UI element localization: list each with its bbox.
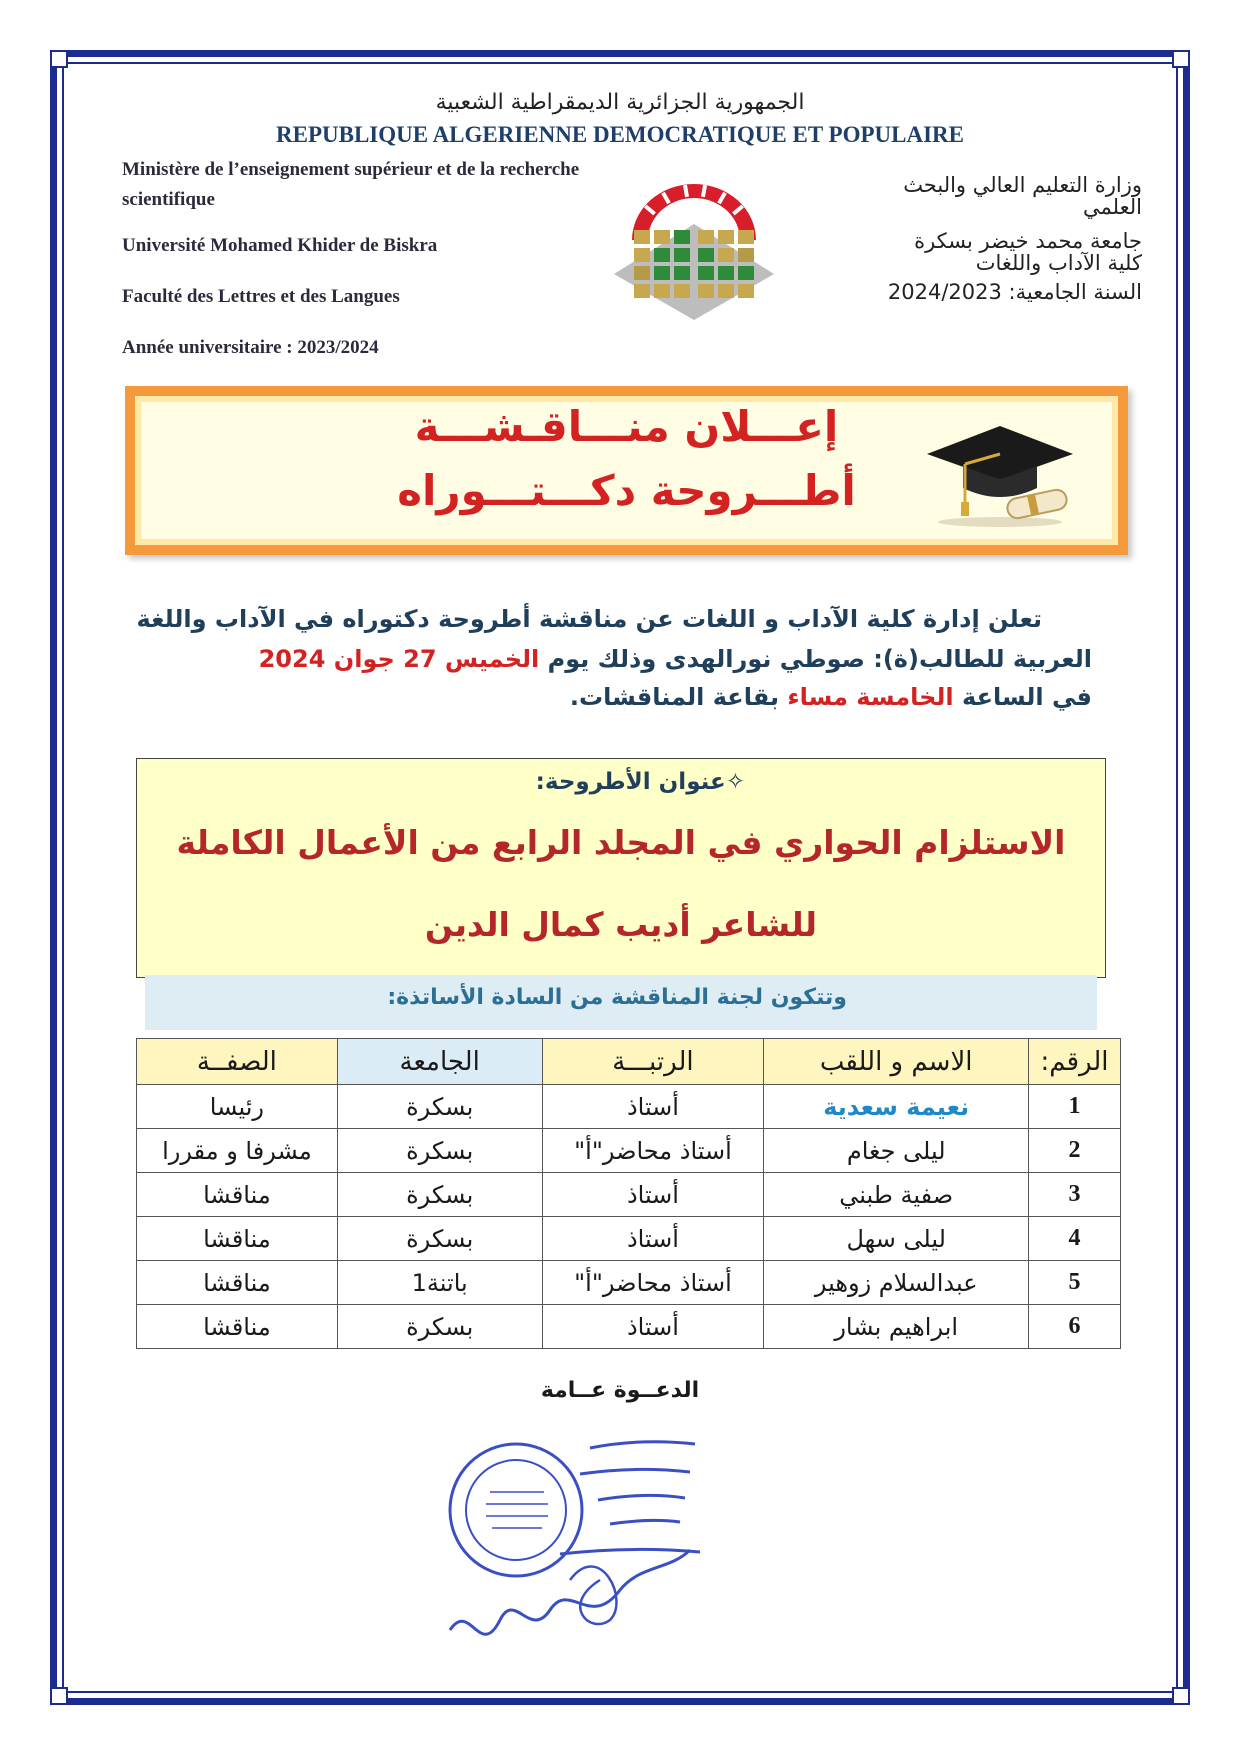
member-rank: أستاذ (542, 1217, 764, 1261)
member-name: ليلى سهل (764, 1217, 1029, 1261)
table-header-row (137, 1039, 1121, 1085)
member-university: بسكرة (337, 1129, 542, 1173)
header-university: الجامعة (337, 1039, 542, 1085)
invitation-text: الدعــوة عــامة (540, 1378, 700, 1403)
frame-corner (50, 1687, 68, 1705)
member-university: باتنة1 (337, 1261, 542, 1305)
header-role: الصفــة (137, 1039, 338, 1085)
header-name: الاسم و اللقب (764, 1039, 1029, 1085)
member-number: 3 (1029, 1173, 1121, 1217)
member-university: بسكرة (337, 1085, 542, 1129)
table-row (137, 1129, 1121, 1173)
member-role: مناقشا (137, 1217, 338, 1261)
table-row (137, 1173, 1121, 1217)
ar-academic-year: السنة الجامعية: 2024/2023 (887, 280, 1142, 304)
member-role: مناقشا (137, 1173, 338, 1217)
ar-faculty: كلية الآداب واللغات (975, 251, 1142, 275)
frame-corner (1172, 1687, 1190, 1705)
member-number: 4 (1029, 1217, 1121, 1261)
member-role: مشرفا و مقررا (137, 1129, 338, 1173)
banner-title-line1: إعـــلان منـــاقـشـــة (414, 402, 839, 451)
announcement-banner (125, 386, 1128, 555)
member-name: ليلى جغام (764, 1129, 1029, 1173)
official-stamp-signature (440, 1430, 780, 1660)
thesis-title-line1: الاستلزام الحواري في المجلد الرابع من الأعمال الكاملة (176, 823, 1066, 862)
member-university: بسكرة (337, 1217, 542, 1261)
committee-intro-bar (145, 975, 1097, 1030)
ar-university: جامعة محمد خيضر بسكرة (914, 229, 1142, 253)
member-university: بسكرة (337, 1305, 542, 1349)
defense-date: الخميس 27 جوان 2024 (258, 645, 540, 673)
committee-table (136, 1038, 1121, 1349)
university-logo (604, 172, 784, 320)
table-row (137, 1261, 1121, 1305)
announcement-line1: تعلن إدارة كلية الآداب و اللغات عن مناقشة أطروحة دكتوراه في الآداب واللغة (136, 605, 1042, 633)
header-number: الرقم: (1029, 1039, 1121, 1085)
fr-academic-year: Année universitaire : 2023/2024 (122, 337, 379, 358)
announcement-line3-place: بقاعة المناقشات. (569, 683, 788, 711)
announcement-line3 (570, 683, 1092, 711)
member-number: 6 (1029, 1305, 1121, 1349)
member-role: مناقشا (137, 1305, 338, 1349)
committee-intro: وتتكون لجنة المناقشة من السادة الأساتذة: (387, 985, 847, 1010)
member-rank: أستاذ محاضر"أ" (542, 1261, 764, 1305)
table-row (137, 1305, 1121, 1349)
defense-time: الخامسة مساء (787, 683, 954, 711)
member-name: نعيمة سعدية (764, 1085, 1029, 1129)
banner-title-line2: أطـــروحة دكـــتـــوراه (397, 466, 856, 515)
member-role: رئيسا (137, 1085, 338, 1129)
fr-ministry: Ministère de l’enseignement supérieur et de la recherche scientifique (122, 159, 580, 210)
header-rank: الرتبـــة (542, 1039, 764, 1085)
member-name: ابراهيم بشار (764, 1305, 1029, 1349)
table-row (137, 1217, 1121, 1261)
graduation-cap-icon (925, 418, 1075, 528)
announcement-line2-text: العربية للطالب(ة): صوطي نورالهدى وذلك يوم (539, 645, 1092, 673)
thesis-title-line2: للشاعر أديب كمال الدين (424, 905, 818, 944)
member-rank: أستاذ (542, 1085, 764, 1129)
member-number: 2 (1029, 1129, 1121, 1173)
ar-ministry: وزارة التعليم العالي والبحث العلمي (903, 173, 1142, 219)
thesis-label: ✧عنوان الأطروحة: (535, 769, 745, 795)
member-university: بسكرة (337, 1173, 542, 1217)
ar-republic-heading: الجمهورية الجزائرية الديمقراطية الشعبية (435, 90, 805, 115)
announcement-line2 (259, 645, 1092, 673)
table-row (137, 1085, 1121, 1129)
thesis-title-box (136, 758, 1106, 978)
fr-faculty: Faculté des Lettres et des Langues (122, 286, 400, 307)
member-number: 5 (1029, 1261, 1121, 1305)
member-role: مناقشا (137, 1261, 338, 1305)
member-rank: أستاذ (542, 1305, 764, 1349)
member-number: 1 (1029, 1085, 1121, 1129)
member-name: صفية طبني (764, 1173, 1029, 1217)
member-rank: أستاذ (542, 1173, 764, 1217)
fr-university: Université Mohamed Khider de Biskra (122, 235, 438, 256)
member-name: عبدالسلام زوهير (764, 1261, 1029, 1305)
member-rank: أستاذ محاضر"أ" (542, 1129, 764, 1173)
frame-corner (50, 50, 68, 68)
fr-republic-heading: REPUBLIQUE ALGERIENNE DEMOCRATIQUE ET POPULAIRE (276, 122, 964, 147)
frame-corner (1172, 50, 1190, 68)
announcement-line3-text: في الساعة (953, 683, 1092, 711)
